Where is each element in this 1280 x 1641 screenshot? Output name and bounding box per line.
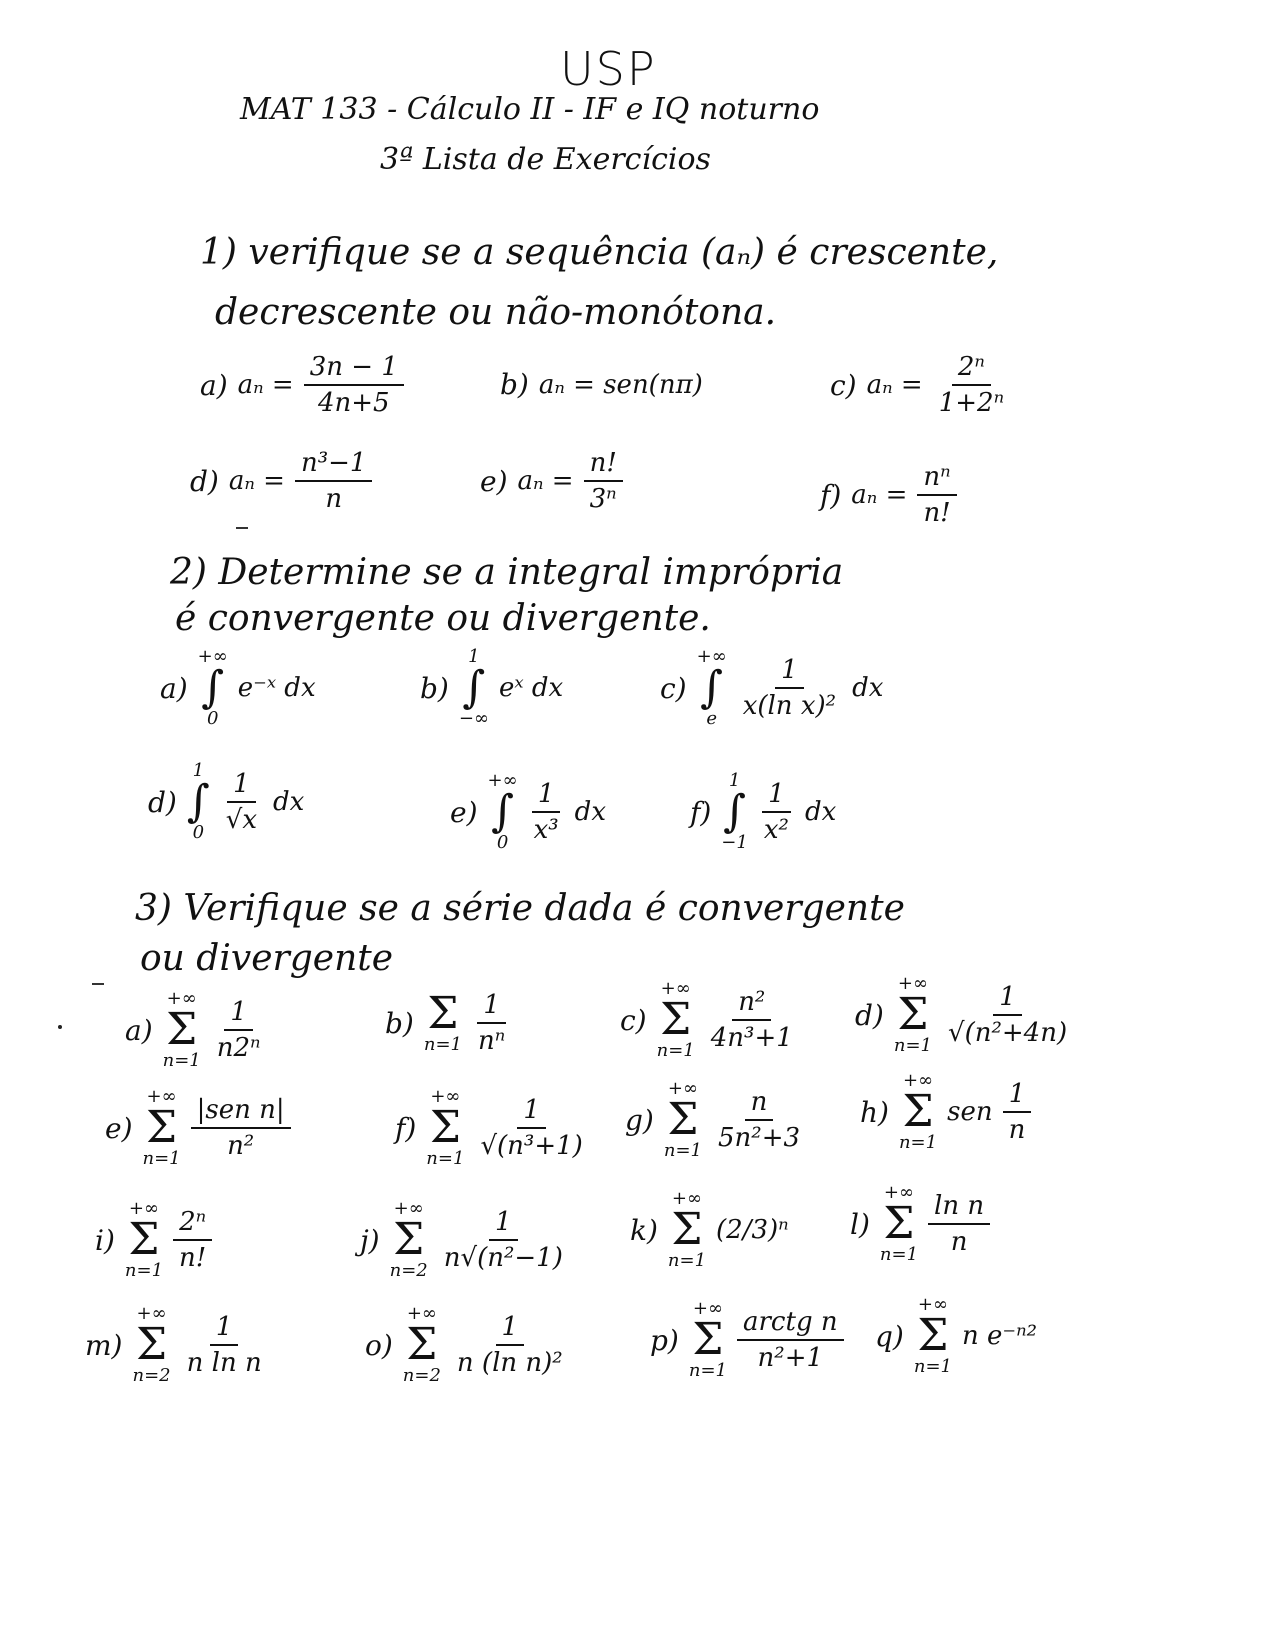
lower-limit: n=1 xyxy=(142,1148,181,1169)
item-lhs: aₙ = xyxy=(237,370,294,400)
scan-speck xyxy=(58,1025,62,1029)
q3-item-o xyxy=(365,1305,569,1385)
denominator: n! xyxy=(923,498,951,528)
integral xyxy=(198,648,228,728)
upper-limit: +∞ xyxy=(917,1294,948,1315)
q1-statement-line2: decrescente ou não-monótona. xyxy=(215,292,777,333)
lower-limit: n=1 xyxy=(423,1034,462,1055)
integrand: eˣ dx xyxy=(498,673,564,703)
fraction xyxy=(917,462,956,528)
numerator: n² xyxy=(732,987,771,1021)
lower-limit: n=1 xyxy=(893,1035,932,1056)
scan-speck xyxy=(92,983,104,985)
item-label: g) xyxy=(625,1103,654,1137)
item-label: e) xyxy=(480,464,508,498)
item-label: f) xyxy=(820,478,842,512)
sigma-icon: Σ xyxy=(667,1094,699,1145)
fraction xyxy=(191,1095,291,1161)
denominator: 4n+5 xyxy=(317,388,390,418)
lower-limit: n=1 xyxy=(162,1050,201,1071)
lower-limit: n=1 xyxy=(879,1244,919,1265)
integral xyxy=(697,648,727,728)
item-label: c) xyxy=(830,368,857,402)
fraction xyxy=(528,779,565,845)
item-label: j) xyxy=(360,1223,380,1257)
summation xyxy=(914,1296,952,1376)
sigma-icon: Σ xyxy=(917,1310,949,1361)
upper-limit: +∞ xyxy=(166,988,197,1009)
summation xyxy=(668,1190,706,1270)
summation xyxy=(132,1305,170,1385)
denominator: n2ⁿ xyxy=(216,1033,261,1063)
fraction xyxy=(928,1191,990,1257)
fraction xyxy=(211,997,267,1063)
q3-item-m xyxy=(85,1305,268,1385)
sigma-icon: Σ xyxy=(427,988,459,1039)
numerator: 1 xyxy=(775,655,804,689)
upper-limit: +∞ xyxy=(430,1086,461,1107)
fraction xyxy=(1003,1079,1032,1145)
fraction xyxy=(474,1095,588,1161)
lower-limit: −1 xyxy=(721,832,748,853)
integral xyxy=(488,772,518,852)
q2-statement-line2: é convergente ou divergente. xyxy=(175,598,711,639)
numerator: 1 xyxy=(762,779,791,813)
lower-limit: n=2 xyxy=(132,1365,171,1386)
sigma-icon: Σ xyxy=(671,1204,703,1255)
fraction xyxy=(584,448,623,514)
lower-limit: 0 xyxy=(206,708,219,729)
upper-limit: +∞ xyxy=(146,1086,177,1107)
numerator: arctg n xyxy=(737,1307,844,1341)
lower-limit: n=2 xyxy=(402,1365,441,1386)
item-label: b) xyxy=(500,368,529,401)
denominator: √(n²+4n) xyxy=(948,1018,1068,1048)
q3-item-d xyxy=(855,975,1073,1055)
lower-limit: n=1 xyxy=(656,1040,695,1061)
summation xyxy=(163,990,201,1070)
differential: dx xyxy=(574,797,606,827)
numerator: n xyxy=(745,1087,774,1121)
q2-item-d xyxy=(148,762,304,842)
numerator: nⁿ xyxy=(917,462,956,496)
item-label: c) xyxy=(660,671,687,705)
integral-sign-icon: ∫ xyxy=(462,662,486,713)
numerator: |sen n| xyxy=(191,1095,291,1129)
lower-limit: 0 xyxy=(496,832,509,853)
numerator: 1 xyxy=(993,982,1022,1016)
differential: dx xyxy=(852,673,884,703)
fraction xyxy=(438,1207,569,1273)
fraction xyxy=(451,1312,569,1378)
scan-speck xyxy=(236,527,248,529)
fraction xyxy=(472,990,511,1056)
denominator: n√(n²−1) xyxy=(443,1243,563,1273)
denominator: x(ln x)² xyxy=(742,691,837,721)
integral-sign-icon: ∫ xyxy=(186,776,210,827)
numerator: 1 xyxy=(489,1207,518,1241)
denominator: n xyxy=(325,484,343,514)
fraction xyxy=(181,1312,268,1378)
lower-limit: e xyxy=(706,708,717,729)
sigma-icon: Σ xyxy=(406,1319,438,1370)
item-label: i) xyxy=(95,1223,115,1257)
q3-item-g xyxy=(625,1080,806,1160)
fraction xyxy=(220,769,263,835)
q3-item-c xyxy=(620,980,799,1060)
denominator: n ln n xyxy=(186,1348,262,1378)
numerator: 1 xyxy=(1003,1079,1032,1113)
denominator: nⁿ xyxy=(478,1026,506,1056)
denominator: n xyxy=(1008,1115,1026,1145)
denominator: n²+1 xyxy=(757,1343,824,1373)
q1-statement-line1: 1) verifique se a sequência (aₙ) é crescente, xyxy=(200,232,999,273)
q1-item-e xyxy=(480,448,623,514)
q3-item-e xyxy=(105,1088,291,1168)
upper-limit: 1 xyxy=(192,760,205,781)
summation xyxy=(664,1080,702,1160)
fraction xyxy=(304,352,404,418)
lower-limit: n=2 xyxy=(389,1260,428,1281)
integrand: e⁻ˣ dx xyxy=(237,673,316,703)
fraction xyxy=(737,655,842,721)
denominator: 5n²+3 xyxy=(718,1123,801,1153)
course-line: MAT 133 - Cálculo II - IF e IQ noturno xyxy=(240,92,820,127)
denominator: 3ⁿ xyxy=(589,484,617,514)
item-label: a) xyxy=(160,671,188,705)
denominator: x² xyxy=(763,815,789,845)
item-expression: aₙ = sen(nπ) xyxy=(538,369,703,400)
q2-item-e xyxy=(450,772,606,852)
upper-limit: +∞ xyxy=(696,646,727,667)
q2-statement-line1: 2) Determine se a integral imprópria xyxy=(170,552,844,593)
lower-limit: n=1 xyxy=(913,1356,952,1377)
q1-item-f xyxy=(820,462,957,528)
integral-sign-icon: ∫ xyxy=(491,786,514,837)
item-lhs: aₙ = xyxy=(851,480,908,510)
denominator: n (ln n)² xyxy=(456,1348,563,1378)
q1-item-b xyxy=(500,368,703,401)
denominator: x³ xyxy=(533,815,559,845)
integral xyxy=(187,762,210,842)
q3-item-i xyxy=(95,1200,212,1280)
upper-limit: +∞ xyxy=(128,1198,159,1219)
integral xyxy=(459,648,489,728)
item-label: q) xyxy=(875,1319,904,1353)
function-name: sen xyxy=(947,1097,993,1127)
fraction xyxy=(933,352,1010,418)
q2-item-a xyxy=(160,648,316,728)
summation xyxy=(894,975,932,1055)
lower-limit: n=1 xyxy=(124,1260,164,1281)
lower-limit: 0 xyxy=(192,822,205,843)
fraction xyxy=(705,987,799,1053)
summation xyxy=(426,1088,464,1168)
q1-item-a xyxy=(200,352,404,418)
item-label: c) xyxy=(620,1003,647,1037)
numerator: 2ⁿ xyxy=(173,1207,212,1241)
item-label: d) xyxy=(855,998,884,1032)
upper-limit: +∞ xyxy=(660,978,691,999)
q1-item-d xyxy=(190,448,372,514)
sigma-icon: Σ xyxy=(897,989,929,1040)
upper-limit: +∞ xyxy=(667,1078,698,1099)
sigma-icon: Σ xyxy=(128,1214,160,1265)
differential: dx xyxy=(273,787,305,817)
numerator: 3n − 1 xyxy=(304,352,404,386)
upper-limit: +∞ xyxy=(692,1298,723,1319)
sigma-icon: Σ xyxy=(883,1198,915,1249)
upper-limit: 1 xyxy=(468,646,480,667)
summation xyxy=(689,1300,727,1380)
upper-limit: +∞ xyxy=(487,770,518,791)
item-label: f) xyxy=(690,795,712,829)
lower-limit: n=1 xyxy=(898,1132,938,1153)
numerator: 2ⁿ xyxy=(952,352,991,386)
summation xyxy=(899,1072,937,1152)
summation xyxy=(390,1200,428,1280)
item-label: o) xyxy=(365,1328,393,1362)
item-label: k) xyxy=(630,1213,658,1247)
upper-limit: +∞ xyxy=(136,1303,167,1324)
numerator: 1 xyxy=(210,1312,239,1346)
summand: (2/3)ⁿ xyxy=(716,1215,789,1245)
numerator: n³−1 xyxy=(295,448,373,482)
upper-limit: +∞ xyxy=(197,646,228,667)
item-lhs: aₙ = xyxy=(517,466,574,496)
upper-limit: +∞ xyxy=(897,973,928,994)
item-label: f) xyxy=(395,1111,417,1145)
lower-limit: n=1 xyxy=(667,1250,707,1271)
sigma-icon: Σ xyxy=(692,1314,724,1365)
q3-item-a xyxy=(125,990,267,1070)
item-lhs: aₙ = xyxy=(866,370,923,400)
denominator: n xyxy=(950,1227,968,1257)
summand: n e⁻ⁿ² xyxy=(962,1321,1038,1351)
numerator: 1 xyxy=(227,769,256,803)
item-label: d) xyxy=(148,785,177,819)
summation xyxy=(143,1088,181,1168)
denominator: 4n³+1 xyxy=(710,1023,793,1053)
lower-limit: −∞ xyxy=(458,708,489,729)
summation xyxy=(880,1184,918,1264)
item-label: p) xyxy=(650,1323,679,1357)
q2-item-f xyxy=(690,772,836,852)
numerator: 1 xyxy=(532,779,561,813)
lower-limit: n=1 xyxy=(426,1148,465,1169)
numerator: 1 xyxy=(496,1312,525,1346)
item-label: d) xyxy=(190,464,219,498)
q2-item-b xyxy=(420,648,563,728)
q3-item-q xyxy=(875,1296,1037,1376)
upper-limit: +∞ xyxy=(393,1198,424,1219)
sigma-icon: Σ xyxy=(660,994,692,1045)
item-label: h) xyxy=(860,1095,889,1129)
numerator: 1 xyxy=(477,990,506,1024)
fraction xyxy=(295,448,373,514)
item-label: e) xyxy=(105,1111,133,1145)
summation xyxy=(657,980,695,1060)
integral-sign-icon: ∫ xyxy=(201,662,225,713)
upper-limit: 1 xyxy=(728,770,741,791)
denominator: √(n³+1) xyxy=(480,1131,583,1161)
q3-statement-line2: ou divergente xyxy=(140,938,394,979)
q2-item-c xyxy=(660,648,883,728)
list-title: 3ª Lista de Exercícios xyxy=(380,142,711,177)
denominator: 1+2ⁿ xyxy=(938,388,1005,418)
fraction xyxy=(712,1087,806,1153)
item-label: m) xyxy=(85,1328,123,1362)
sigma-icon: Σ xyxy=(136,1319,168,1370)
sigma-icon: Σ xyxy=(902,1086,934,1137)
fraction xyxy=(942,982,1073,1048)
upper-limit: +∞ xyxy=(883,1182,914,1203)
item-label: l) xyxy=(850,1207,870,1241)
lower-limit: n=1 xyxy=(663,1140,702,1161)
fraction xyxy=(737,1307,844,1373)
integral-sign-icon: ∫ xyxy=(700,662,724,713)
university-title: USP xyxy=(560,42,657,96)
q1-item-c xyxy=(830,352,1010,418)
fraction xyxy=(758,779,795,845)
item-lhs: aₙ = xyxy=(228,466,285,496)
item-label: b) xyxy=(420,671,449,705)
summation xyxy=(125,1200,163,1280)
item-label: b) xyxy=(385,1006,414,1040)
q3-item-k xyxy=(630,1190,789,1270)
q3-item-l xyxy=(850,1184,990,1264)
q3-item-f xyxy=(395,1088,589,1168)
denominator: √x xyxy=(225,805,258,835)
sigma-icon: Σ xyxy=(429,1102,461,1153)
upper-limit: +∞ xyxy=(903,1070,934,1091)
summation xyxy=(423,988,462,1055)
q3-item-p xyxy=(650,1300,844,1380)
denominator: n! xyxy=(179,1243,207,1273)
summation xyxy=(403,1305,441,1385)
q3-item-h xyxy=(860,1072,1031,1152)
sigma-icon: Σ xyxy=(166,1004,198,1055)
sigma-icon: Σ xyxy=(393,1214,425,1265)
lower-limit: n=1 xyxy=(688,1360,727,1381)
numerator: ln n xyxy=(928,1191,990,1225)
sigma-icon: Σ xyxy=(146,1102,178,1153)
q3-item-b xyxy=(385,990,511,1056)
item-label: a) xyxy=(125,1013,153,1047)
differential: dx xyxy=(804,797,837,827)
integral xyxy=(721,772,748,852)
integral-sign-icon: ∫ xyxy=(723,786,747,837)
q3-item-j xyxy=(360,1200,569,1280)
denominator: n² xyxy=(227,1131,255,1161)
numerator: 1 xyxy=(224,997,253,1031)
numerator: 1 xyxy=(517,1095,546,1129)
upper-limit: +∞ xyxy=(671,1188,702,1209)
item-label: a) xyxy=(200,368,228,402)
numerator: n! xyxy=(584,448,623,482)
item-label: e) xyxy=(450,795,478,829)
q3-statement-line1: 3) Verifique se a série dada é convergente xyxy=(135,888,905,929)
fraction xyxy=(173,1207,212,1273)
upper-limit: +∞ xyxy=(406,1303,437,1324)
